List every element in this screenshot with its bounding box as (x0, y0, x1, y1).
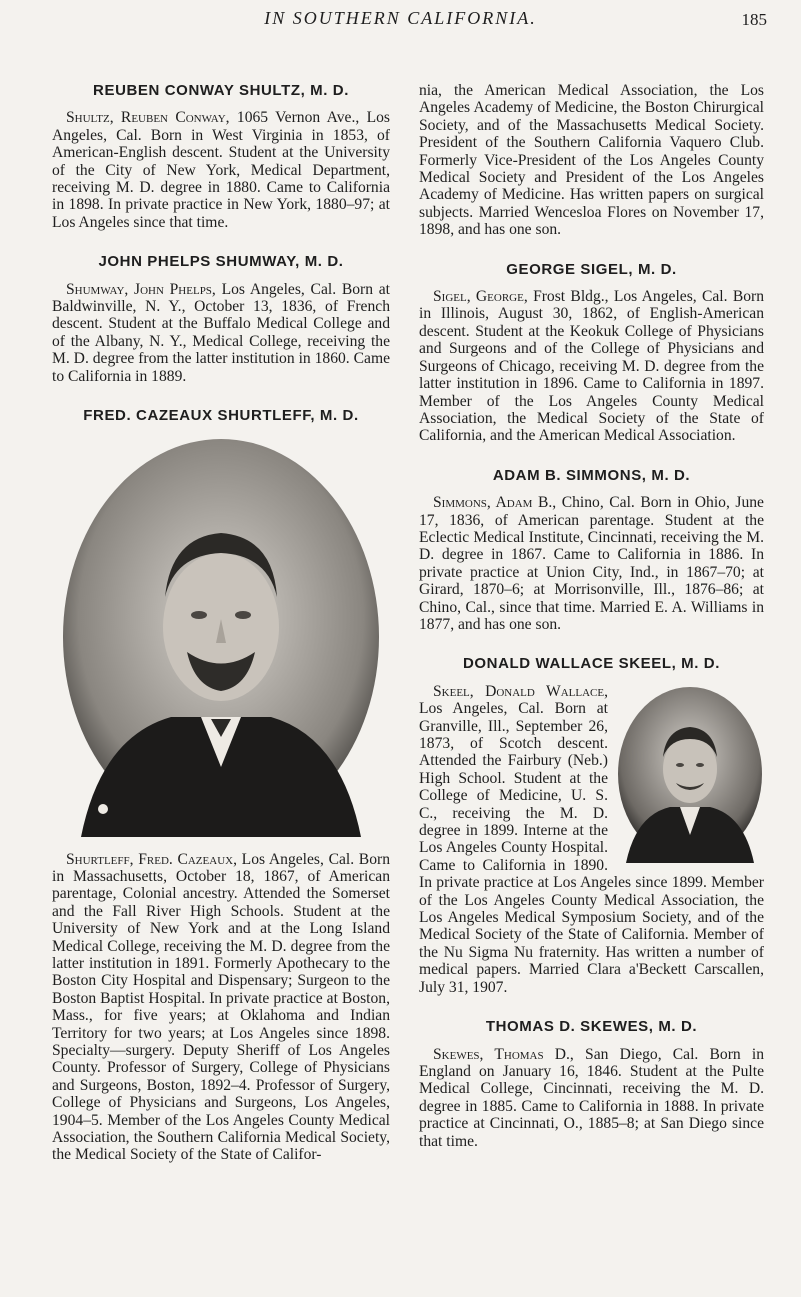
entry-heading: ADAM B. SIMMONS, M. D. (492, 466, 691, 484)
entry-shurtleff (52, 407, 390, 1164)
entry-lead: Shurtleff, Fred. Cazeaux, (66, 850, 237, 868)
entry-text (52, 281, 390, 385)
entry-simmons (419, 467, 764, 634)
entry-skewes (419, 1018, 764, 1150)
entry-text (419, 288, 764, 445)
entry-body: Los Angeles, Cal. Born at Granville, Ill., September 26, 1873, of Scotch descent. Attended the Fairbury (Neb.) High School. Student at the College of Medicine, U. S. C., receiving the M. D. degree in 1899. Interne at the Los Angeles County Hospital. Came to California in 1890. In private practice at Los Angeles since 1899. Member of the Los Angeles County Medical Association, the Los Angeles Medical Symposium Society, and of the Medical Society of the State of California. Member of the Nu Sigma Nu fraternity. Has written a number of medical papers. Married Clara a'Beckett Carscallen, July 31, 1907. (419, 700, 764, 996)
entry-continuation: nia, the American Medical Association, the Los Angeles Academy of Medicine, the Boston Chirurgical Society, and of the Massachusetts Medical Society. President of the Southern California Vaquero Club. Formerly Vice-President of the Los Angeles County Medical Society and President of the Los Angeles Academy of Medicine. Has written papers on surgical subjects. Married Wencesloa Flores on November 17, 1898, and has one son. (419, 82, 764, 239)
entry-text (419, 1046, 764, 1150)
entry-text (419, 494, 764, 633)
entry-skeel (419, 655, 764, 996)
entry-body: Los Angeles, Cal. Born at Baldwinville, N. Y., October 13, 1836, of French descent. Student at the Buffalo Medical College and of the Albany, N. Y., Medical College, receiving the M. D. degree from the latter institution in 1860. Came to California in 1889. (52, 280, 390, 385)
entry-body: 1065 Vernon Ave., Los Angeles, Cal. Born in West Virginia in 1853, of American-English descent. Student at the University of the City of New York, Medical Department, receiving M. D. degree in 1880. Came to California in 1898. In private practice in New York, 1880–97; at Los Angeles since that time. (52, 109, 390, 231)
entry-heading: REUBEN CONWAY SHULTZ, M. D. (93, 82, 349, 99)
entry-text (419, 683, 764, 996)
entry-heading: DONALD WALLACE SKEEL, M. D. (462, 655, 721, 673)
entry-body: Los Angeles, Cal. Born in Massachusetts, October 18, 1867, of American parentage, Colonial ancestry. Attended the Somerset and the Fall River High Schools. Student at the University of New York and at the Long Island Medical College, receiving the M. D. degree from the latter institution in 1891. Formerly Apothecary to the Boston City Hospital and Dispensary; Surgeon to the Boston Baptist Hospital. In private practice at Boston, Mass., for five years; at Oklahoma and Indian Territory for two years; at Los Angeles since 1898. Specialty—surgery. Deputy Sheriff of Los Angeles County. Professor of Surgery, College of Physicians and Surgeons, Boston, 1892–4. Professor of Surgery, College of Physicians and Surgeons, Los Angeles, 1904–5. Member of the Los Angeles County Medical Association, the Southern California Medical Society, the Medical Society of the State of Califor- (52, 850, 390, 1164)
left-column (52, 82, 390, 1186)
entry-heading: THOMAS D. SKEWES, M. D. (485, 1018, 698, 1036)
entry-lead: Skeel, Donald Wallace, (433, 682, 608, 700)
entry-body: Frost Bldg., Los Angeles, Cal. Born in Illinois, August 30, 1862, of English-American descent. Student at the Keokuk College of Physicians and Surgeons and of the College of Physicians and Surgeons of Chicago, receiving M. D. degree from the latter institution in 1896. Came to California in 1897. Member of the Los Angeles County Medical Association, the Medical Society of the State of California, and the American Medical Association. (419, 288, 765, 445)
entry-heading: JOHN PHELPS SHUMWAY, M. D. (98, 253, 344, 271)
entry-lead: Shultz, Reuben Conway, (66, 109, 230, 127)
portrait-skeel (616, 685, 764, 863)
entry-sigel (419, 261, 764, 445)
entry-heading: GEORGE SIGEL, M. D. (506, 260, 677, 278)
entry-shultz (52, 82, 390, 231)
page-number: 185 (741, 10, 767, 29)
entry-shumway (52, 253, 390, 385)
entry-text (52, 851, 390, 1164)
entry-heading: FRED. CAZEAUX SHURTLEFF, M. D. (83, 407, 359, 425)
portrait-shurtleff (61, 437, 381, 837)
entry-body: Chino, Cal. Born in Ohio, June 17, 1836, of American parentage. Student at the Eclectic Medical Institute, Cincinnati, receiving the M. D. degree in 1867. Came to California in 1886. In private practice at Union City, Ind., in 1867–70; at Girard, 1870–6; at Morrisonville, Ill., 1876–86; at Chino, Cal., since that time. Married E. A. Williams in 1877, and has one son. (419, 494, 764, 633)
entry-lead: Shumway, John Phelps, (66, 280, 216, 298)
entry-lead: Simmons, Adam B., (433, 494, 557, 512)
entry-text (52, 109, 390, 231)
running-head: IN SOUTHERN CALIFORNIA. (264, 8, 537, 28)
right-column (419, 82, 764, 1172)
entry-body: San Diego, Cal. Born in England on January 16, 1846. Student at the Pulte Medical College, Cincinnati, receiving the M. D. degree in 1885. Came to California in 1888. In private practice at Cincinnati, O., 1885–8; at San Diego since that time. (419, 1045, 764, 1150)
entry-lead: Sigel, George, (433, 288, 528, 306)
entry-lead: Skewes, Thomas D., (433, 1045, 574, 1063)
